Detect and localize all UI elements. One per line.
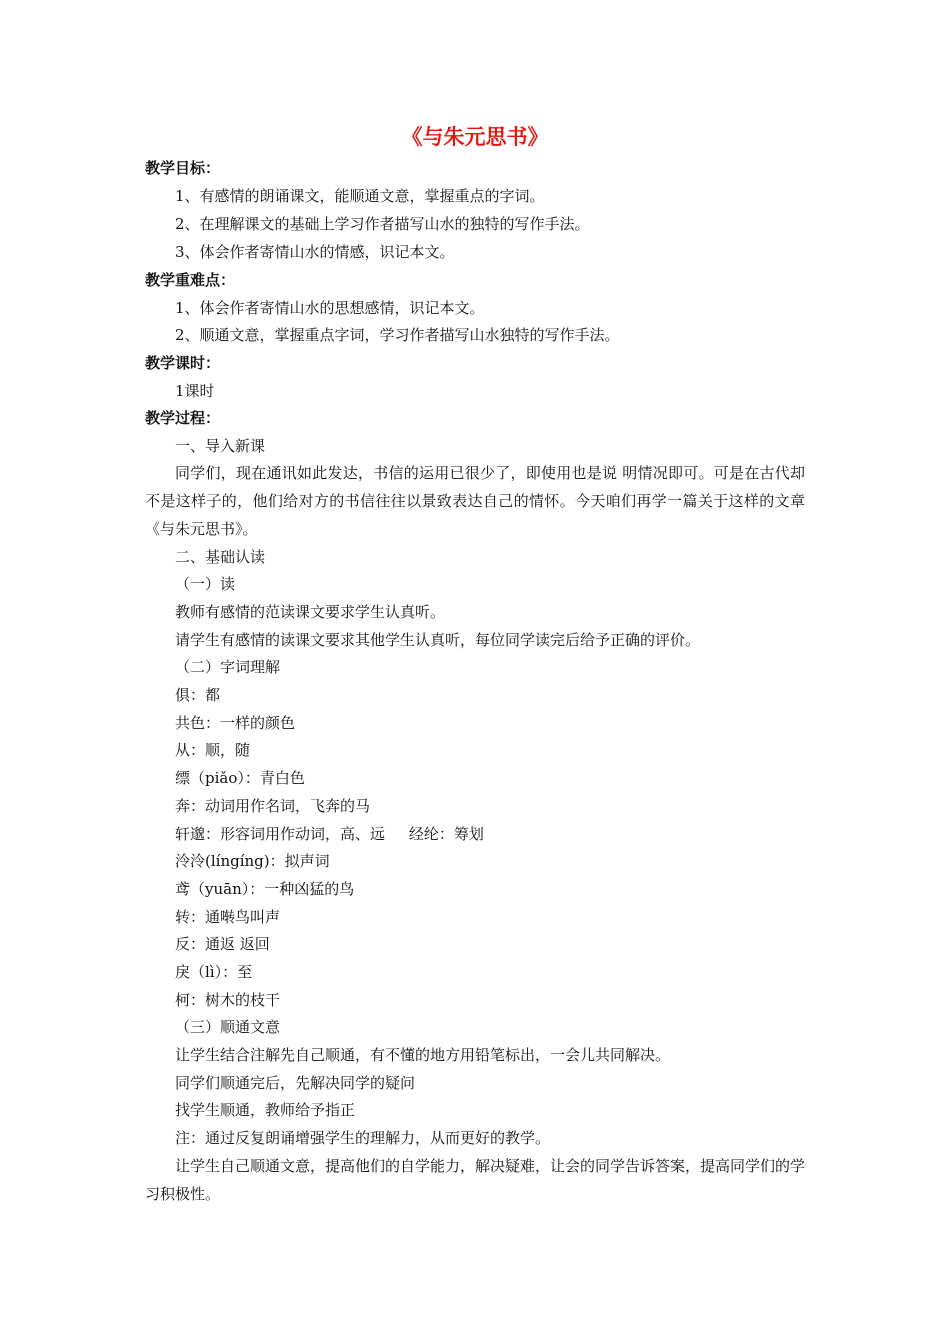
- hours-value: 1课时: [175, 382, 215, 400]
- vocab-item: 缥（piǎo）：青白色: [175, 769, 305, 787]
- vocab-item: 共色：一样的颜色: [175, 714, 296, 732]
- vocab-item: 轩邈：形容词用作动词，高、远 经纶：筹划: [175, 825, 484, 843]
- hours-heading: 教学课时：: [145, 354, 221, 372]
- intro-paragraph: 同学们，现在通讯如此发达，书信的运用已很少了，即使用也是说 明情况即可。可是在古代却不是这样子的，他们给对方的书信往往以景致表达自己的情怀。今天咱们再学一篇关于这样的文章《与朱元思书》。: [145, 464, 805, 538]
- vocab-item: 泠泠(língíng)：拟声词: [175, 852, 330, 870]
- subsection-title: （二）字词理解: [175, 658, 281, 676]
- goal-item: 1、有感情的朗诵课文，能顺通文意，掌握重点的字词。: [175, 187, 545, 205]
- vocab-item: 鸢（yuān）：一种凶猛的鸟: [175, 880, 355, 898]
- subsection-title: （三）顺通文意: [175, 1018, 281, 1036]
- document-title: 《与朱元思书》: [401, 124, 549, 149]
- body-line: 找学生顺通，教师给予指正: [175, 1101, 356, 1119]
- goal-item: 3、体会作者寄情山水的情感，识记本文。: [175, 243, 455, 261]
- vocab-item: 奔：动词用作名词，飞奔的马: [175, 797, 371, 815]
- section-title: 二、基础认读: [175, 548, 266, 566]
- vocab-item: 转：通啭鸟叫声: [175, 908, 281, 926]
- vocab-item: 柯：树木的枝干: [175, 991, 281, 1009]
- vocab-item: 俱：都: [175, 686, 221, 704]
- closing-paragraph: 让学生自己顺通文意，提高他们的自学能力，解决疑难，让会的同学告诉答案，提高同学们的学习积极性。: [145, 1157, 806, 1203]
- vocab-item: 从：顺，随: [175, 741, 251, 759]
- subsection-title: （一）读: [175, 575, 236, 593]
- goals-heading: 教学目标：: [145, 159, 221, 177]
- vocab-item: 反：通返 返回: [175, 935, 270, 953]
- key-point-item: 2、顺通文意，掌握重点字词，学习作者描写山水独特的写作手法。: [175, 326, 620, 344]
- section-title: 一、导入新课: [175, 437, 266, 455]
- body-line: 请学生有感情的读课文要求其他学生认真听，每位同学读完后给予正确的评价。: [175, 631, 701, 649]
- vocab-item: 戾（lì）：至: [175, 963, 253, 981]
- body-line: 同学们顺通完后，先解决同学的疑问: [175, 1074, 416, 1092]
- goal-item: 2、在理解课文的基础上学习作者描写山水的独特的写作手法。: [175, 215, 590, 233]
- body-line: 让学生结合注解先自己顺通，有不懂的地方用铅笔标出，一会儿共同解决。: [175, 1046, 671, 1064]
- key-points-heading: 教学重难点：: [145, 271, 236, 289]
- body-line: 教师有感情的范读课文要求学生认真听。: [175, 603, 446, 621]
- process-heading: 教学过程：: [145, 409, 221, 427]
- key-point-item: 1、体会作者寄情山水的思想感情，识记本文。: [175, 299, 485, 317]
- body-line: 注：通过反复朗诵增强学生的理解力，从而更好的教学。: [175, 1129, 551, 1147]
